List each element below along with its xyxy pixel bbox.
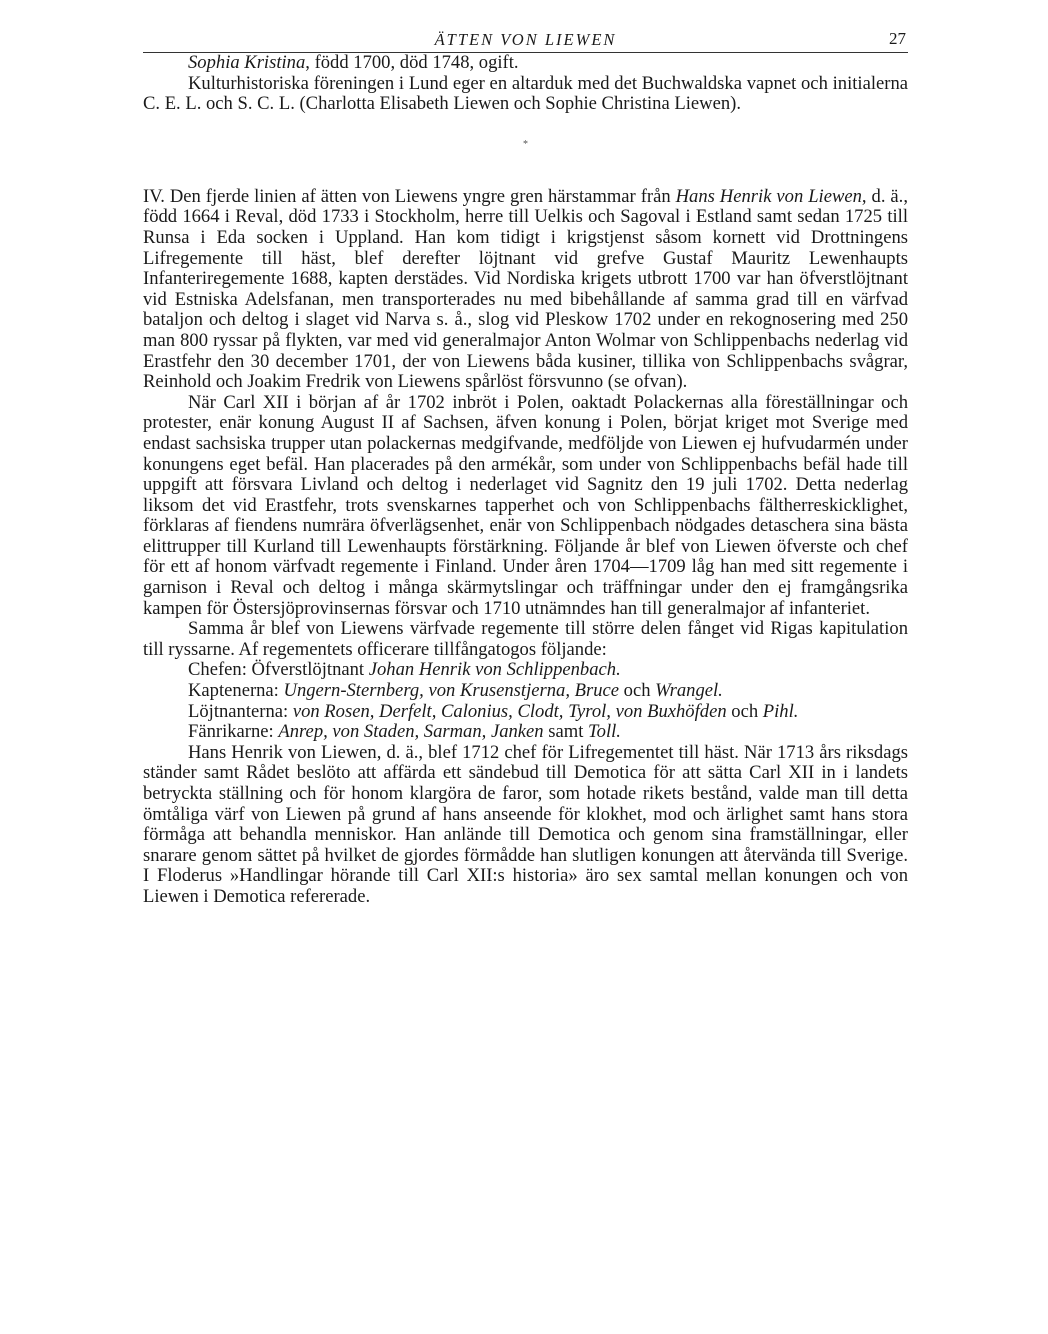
officer-captains: Kaptenerna: Ungern-Sternberg, von Krusenstjerna, Bruce och Wrangel. [188,680,723,702]
section-separator: * [523,138,528,150]
body-text [143,53,908,908]
person-name: Sophia Kristina [188,52,306,73]
paragraph-altarduk: Kulturhistoriska föreningen i Lund eger en altarduk med det Buchwaldska vapnet och initialerna C. E. L. och S. C. L. (Charlotta Elisabeth Liewen och Sophie Christina Liewen). [143,72,908,115]
paragraph-fourth-line: IV. Den fjerde linien af ätten von Liewens yngre gren härstammar från Hans Henrik von Liewen, d. ä., född 1664 i Reval, död 1733 i Stockholm, herre till Uelkis och Sagoval i Estland samt sedan 1725 till Runsa i Eda socken i Uppland. Han kom tidigt i krigstjenst såsom kornett vid Drottningens Lifregemente till häst, blef derefter löjtnant vid grefve Gustaf Mauritz Lewenhaupts Infanteriregemente 1688, kapten derstädes. Vid Nordiska krigets utbrott 1700 var han öfverstlöjtnant vid Estniska Adelsfanan, men transporterades nu med bibehållande af samma grad till en värfvad bataljon och deltog i slaget vid Narva s. å., slog vid Pleskow 1702 under en rekognosering med 250 man 800 ryssar på flykten, var med vid generalmajor Anton Wolmar von Schlippenbachs nederlag vid Erastfehr den 30 december 1701, der von Liewens båda kusiner, tillika von Schlippenbachs svågrar, Reinhold och Joakim Fredrik von Liewens spårlöst försvunno (se ofvan). [143,185,908,393]
paragraph-sophia [143,53,908,74]
paragraph-riga: Samma år blef von Liewens värfvade regemente till större delen fånget vid Rigas kapitulation till ryssarne. Af regementets officerare tillfångatogos följande: [143,618,908,660]
page-number: 27 [889,29,906,48]
paragraph-text: , född 1700, död 1748, ogift. [305,52,519,73]
running-title: ÄTTEN VON LIEWEN [434,30,617,49]
page [143,28,908,908]
officer-chief: Chefen: Öfverstlöjtnant Johan Henrik von Schlippenbach. [188,659,621,681]
person-name: Hans Henrik von Liewen [675,185,862,207]
running-header [143,28,908,53]
paragraph-carl-xii: När Carl XII i början af år 1702 inbröt i Polen, oaktadt Polackernas alla föreställningar och protester, enär konung August II af Sachsen, äfven konung i Polen, börjat kriget mot Sverige med endast sachsiska trupper utan polackernas medgifvande, medföljde von Liewen ej hufvudarmén under konungens eget befäl. Han placerades på den armékår, som under von Schlippenbachs befäl hade till uppgift att försvara Livland och deltog i nederlaget vid Sagnitz den 19 juli 1702. Detta nederlag liksom det vid Erastfehr, trots svenskarnes tapperhet och von Schlippenbachs fältherreskicklighet, förklaras af fiendens numrära öfverlägsenhet, enär von Schlippenbach nödgades detaschera sina bästa elittrupper till Kurland till Lewenhaupts förstärkning. Följande år blef von Liewen öfverste och chef för ett af honom värfvadt regemente i Finland. Under åren 1704—1709 låg han med sitt regemente i garnison i Reval och deltog i många skärmytslingar och träffningar under den ej framgångsrika kampen för Östersjöprovinsernas försvar och 1710 utnämndes han till generalmajor af infanteriet. [143,391,908,619]
paragraph-demotica: Hans Henrik von Liewen, d. ä., blef 1712 chef för Lifregementet till häst. När 1713 års riksdags ständer samt Rådet beslöto att affärda ett sändebud till Demotica för att sätta Carl XII in i landets betryckta ställning och för honom klargöra de faror, som hotade rikets bestånd, valde man till detta ömtåliga värf von Liewen på grund af hans anseende för klokhet, mod och ärlighet samt hans stora förmåga att behandla menniskor. Han anlände till Demotica och genom sina framställningar, eller snarare genom sättet på hvilket de gjordes förmådde han slutligen konungen att återvända till Sverige. I Floderus »Handlingar hörande till Carl XII:s historia» äro sex samtal mellan konungen och von Liewen i Demotica refererade. [143,741,908,907]
officer-ensigns: Fänrikarne: Anrep, von Staden, Sarman, Janken samt Toll. [188,721,621,743]
officer-lieutenants: Löjtnanterna: von Rosen, Derfelt, Calonius, Clodt, Tyrol, von Buxhöfden och Pihl. [188,700,799,722]
